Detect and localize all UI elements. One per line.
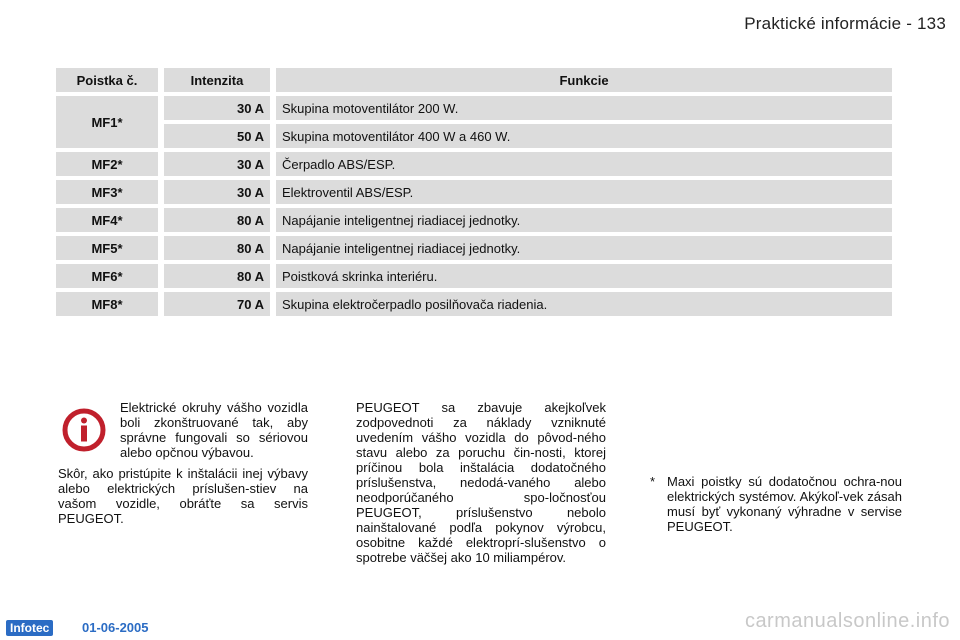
header-fuse-number: Poistka č. [56, 68, 158, 92]
table-row [56, 264, 892, 288]
table-row [56, 124, 892, 148]
table-row [56, 236, 892, 260]
fuse-number: MF2* [56, 152, 158, 176]
fuse-function: Skupina elektročerpadlo posilňovača riadenia. [276, 292, 892, 316]
fuse-number: MF1* [56, 96, 158, 148]
footnote-marker: * [650, 474, 656, 489]
fuse-function: Napájanie inteligentnej riadiacej jednotky. [276, 208, 892, 232]
table-header-row [56, 68, 892, 92]
table-row [56, 208, 892, 232]
fuse-function: Skupina motoventilátor 400 W a 460 W. [276, 124, 892, 148]
table-row [56, 96, 892, 120]
fuse-intensity: 80 A [164, 264, 270, 288]
fuse-intensity: 50 A [164, 124, 270, 148]
fuse-number: MF6* [56, 264, 158, 288]
fuse-function: Skupina motoventilátor 200 W. [276, 96, 892, 120]
table-row [56, 180, 892, 204]
footnote [650, 474, 902, 534]
fuse-intensity: 80 A [164, 236, 270, 260]
footer-date: 01-06-2005 [82, 620, 149, 635]
fuse-intensity: 30 A [164, 152, 270, 176]
fuse-intensity: 30 A [164, 180, 270, 204]
infotec-logo: Infotec [6, 620, 53, 636]
peugeot-disclaimer: PEUGEOT sa zbavuje akejkoľvek zodpovednoti za náklady vzniknuté uvedením vášho vozidla do pôvod-ného stavu alebo za poruchu čin-nosti, ktorej príčinou bola inštalácia dodatočného príslušenstva, nedodá-vaného alebo neodporúčaného spo-ločnosťou PEUGEOT, príslušenstvo nebolo nainštalované podľa pokynov výrobcu, osobitne každé elektroprí-slušenstvo o spotrebe väčšej ako 10 miliampérov. [356, 400, 606, 565]
fuse-function: Elektroventil ABS/ESP. [276, 180, 892, 204]
fuse-number: MF4* [56, 208, 158, 232]
info-note [58, 400, 308, 526]
fuse-intensity: 80 A [164, 208, 270, 232]
fuse-function: Napájanie inteligentnej riadiacej jednotky. [276, 236, 892, 260]
fuse-table [50, 64, 898, 320]
header-functions: Funkcie [276, 68, 892, 92]
table-row [56, 152, 892, 176]
info-lead-text: Elektrické okruhy vášho vozidla boli zkonštruované tak, aby správne fungovali so sériovou alebo opčnou výbavou. [120, 400, 308, 460]
fuse-number: MF3* [56, 180, 158, 204]
page-title: Praktické informácie - 133 [744, 14, 946, 33]
fuse-intensity: 70 A [164, 292, 270, 316]
watermark: carmanualsonline.info [744, 610, 950, 632]
fuse-number: MF5* [56, 236, 158, 260]
fuse-function: Čerpadlo ABS/ESP. [276, 152, 892, 176]
fuse-number: MF8* [56, 292, 158, 316]
fuse-intensity: 30 A [164, 96, 270, 120]
table-row [56, 292, 892, 316]
header-intensity: Intenzita [164, 68, 270, 92]
info-body-text: Skôr, ako pristúpite k inštalácii inej výbavy alebo elektrických príslušen-stiev na vašom vozidle, obráťte sa servis PEUGEOT. [58, 466, 308, 526]
fuse-function: Poistková skrinka interiéru. [276, 264, 892, 288]
footnote-text: Maxi poistky sú dodatočnou ochra-nou elektrických systémov. Akýkoľ-vek zásah musí byť vykonaný výhradne v servise PEUGEOT. [667, 474, 902, 534]
